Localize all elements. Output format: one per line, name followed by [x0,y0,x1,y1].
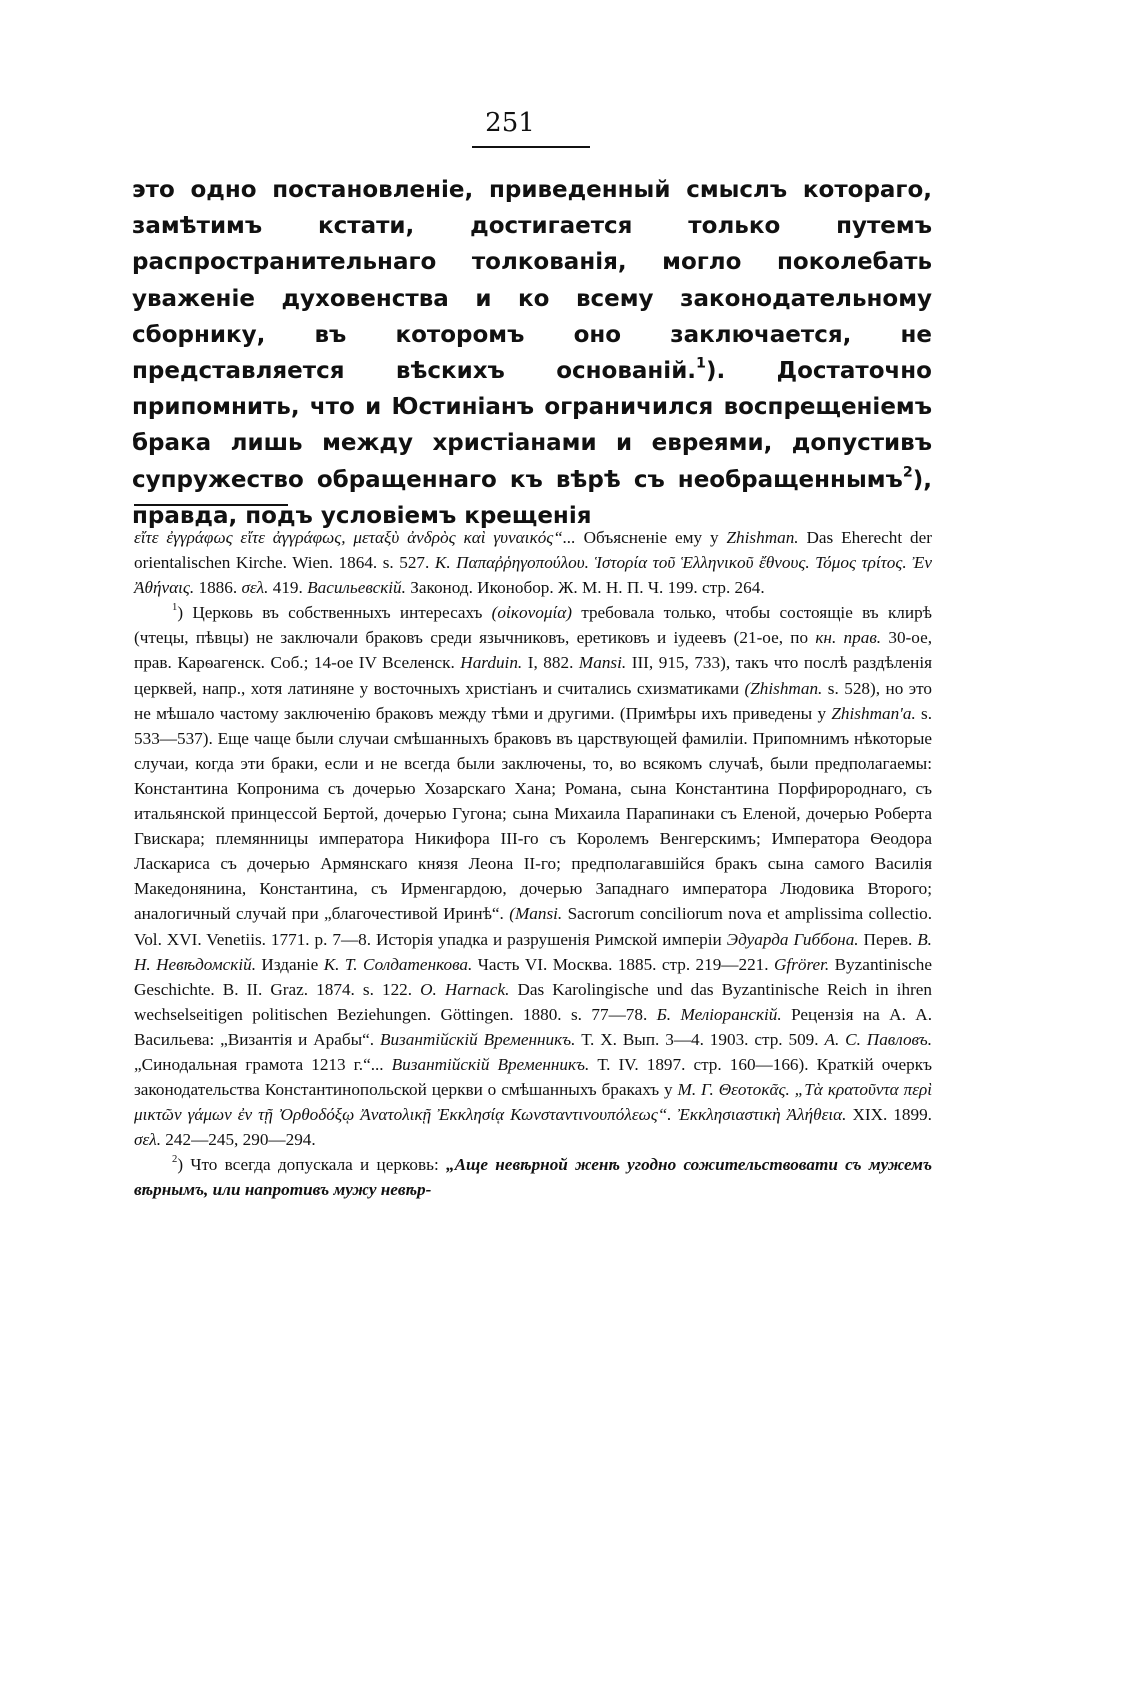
continued-footnote [134,525,932,600]
citation-title: Византійскій Временникъ. [379,1029,576,1049]
citation-author: (Zhishman. [744,678,823,698]
note-abbrev: σελ. [134,1130,161,1150]
citation-author: Harduin. [460,653,523,673]
note-abbrev: σελ. [241,578,269,598]
note-text: Das Karolingische und das Byzantinische Reich in ihren wechselseitigen politischen Beziehungen. Göttingen. 1880. s. 77—78. [134,979,932,1024]
citation-author: Б. Меліоранскій. [656,1004,782,1024]
main-paragraph [132,172,932,534]
citation-author: O. Harnack. [420,979,510,999]
citation-author: Mansi. [578,653,627,673]
footnote-marker: 1 [172,602,178,614]
note-text: „Синодальная грамота 1213 г.“... [134,1054,392,1074]
note-abbrev: кн. прав. [815,628,882,648]
main-text-part: ), правда, подъ условіемъ крещенія [132,466,932,529]
citation-author: Gfrörer. [773,954,830,974]
citation-title: Ἱστορία τοῦ Ἑλληνικοῦ ἔθνους. Τόμος τρίτος. Ἐν Ἀθήναις. [134,553,932,598]
page-number-rule [472,146,590,148]
footnote-separator [134,504,288,506]
note-text: s. 528), но это не мѣшало частому заключенію браковъ между тѣми и другими. (Примѣры ихъ приведены у [134,678,932,723]
footnote-1 [134,600,932,1152]
note-text: Sacrorum conciliorum nova et amplissima collectio. Vol. XVI. Venetiis. 1771. p. 7—8. Исторія упадка и разрушенія Римской имперіи [134,904,933,949]
footnote-2 [134,1152,932,1202]
note-text: ) Церковь въ собственныхъ интересахъ [177,603,492,623]
citation-title: Византійскій Временникъ. [391,1054,590,1074]
note-text: Das Eherecht der orientalischen Kirche. Wien. 1864. s. 527. [134,528,932,573]
citation-author: (Mansi. [509,904,563,924]
greek-term: (οἰκονομία) [491,603,572,623]
main-text [132,172,932,534]
note-text: Часть VI. Москва. 1885. стр. 219—221. [472,954,774,974]
citation-author: Zhishman'a. [831,703,916,723]
citation-title: М. Г. Θεοτοκᾶς. „Τὰ κρατοῦντα περὶ μικτῶν γάμων ἐν τῇ Ὀρθοδόξῳ Ἀνατολικῇ Ἐκκλησίᾳ Κωνσταντινουπόλεως“. Ἐκκλησιαστικὴ Ἀλήθεια. [134,1080,933,1125]
note-text: III, 915, 733), такъ что послѣ раздѣленія церквей, напр., хотя латиняне у восточныхъ христіанъ и считались схизматиками [134,653,932,698]
note-text: XIX. 1899. [846,1105,932,1125]
note-text: 1886. [194,578,242,598]
note-text: ) Что всегда допускала и церковь: [177,1155,446,1175]
note-text: требовала только, чтобы состоящіе въ клирѣ (чтецы, пѣвцы) не заключали браковъ среди язычниковъ, еретиковъ и іудеевъ (21-ое, по [134,603,933,648]
footnotes [134,525,932,1203]
note-text: Byzantinische Geschichte. B. II. Graz. 1874. s. 122. [134,954,932,999]
footnote-ref-2: 2 [902,463,913,480]
page-number: 251 [485,108,535,138]
note-text: Рецензія на А. А. Васильева: „Византія и Арабы“. [134,1004,933,1049]
citation-author: Васильевскій. [307,578,406,598]
main-text-part: ). Достаточно припомнить, что и Юстиніанъ ограничился воспрещеніемъ брака лишь между христіанами и евреями, допустивъ супружество обращеннаго къ вѣрѣ съ необращеннымъ [132,358,932,493]
note-text: Перев. [858,929,918,949]
note-text: Изданіе [256,954,324,974]
citation-author: К. Т. Солдатенкова. [323,954,473,974]
note-text: I, 882. [522,653,579,673]
citation-author: Эдуарда Гиббона. [726,929,859,949]
note-text: 419. [268,578,308,598]
note-text: s. 533—537). Еще чаще были случаи смѣшанныхъ браковъ въ царствующей фамиліи. Припомнимъ нѣкоторые случаи, когда эти браки, если и не всегда были заключены, то, во всякомъ случаѣ, были предполагаемы: Константина Копронима съ дочерью Хозарскаго Хана; Романа, сына Константина Порфиророднаго, съ итальянской принцессой Бертой, дочерью Гугона; сына Михаила Парапинаки съ Еленой, дочерью Роберта Гвискара; племянницы императора Никифора III-го съ Королемъ Венгерскимъ; Императора Ѳеодора Ласкариса съ дочерью Армянскаго князя Леона II-го; предполагавшійся бракъ сына самого Василія Македонянина, Константина, съ Ирменгардою, дочерью Западнаго императора Людовика Второго; аналогичный случай при „благочестивой Иринѣ“. [134,703,932,924]
note-text: Т. X. Вып. 3—4. 1903. стр. 509. [575,1029,825,1049]
note-text: Законод. Иконобор. Ж. М. Н. П. Ч. 199. стр. 264. [405,578,765,598]
note-text: Т. IV. 1897. стр. 160—166). Краткій очеркъ законодательства Константинопольской церкви о смѣшанныхъ бракахъ у [134,1054,932,1100]
note-text: 30-ое, прав. Карѳагенск. Соб.; 14-ое IV Вселенск. [134,628,932,673]
citation-author: А. С. Павловъ. [824,1029,933,1049]
canon-quote: „Аще невѣрной женѣ угодно сожительствовати съ мужемъ вѣрнымъ, или напротивъ мужу невѣр- [134,1155,933,1200]
citation-author: Zhishman. [726,528,799,547]
greek-quote: εἴτε ἐγγράφως εἴτε ἀγγράφως, μεταξὺ ἀνδρὸς καὶ γυναικός“... [134,528,576,547]
note-text: 242—245, 290—294. [161,1130,316,1150]
citation-author: Κ. Παπαῤῥηγοπούλου. [434,553,589,573]
citation-author: В. Н. Невѣдомскій. [134,929,932,974]
note-text: Объясненіе ему у [575,528,727,547]
footnote-marker: 2 [172,1154,178,1166]
footnote-ref-1: 1 [696,355,706,372]
main-text-part: это одно постановленіе, приведенный смыслъ котораго, замѣтимъ кстати, достигается только путемъ распространительнаго толкованія, могло поколебать уваженіе духовенства и ко всему законодательному сборнику, въ которомъ оно заключается, не представляется вѣскихъ основаній. [132,177,932,385]
